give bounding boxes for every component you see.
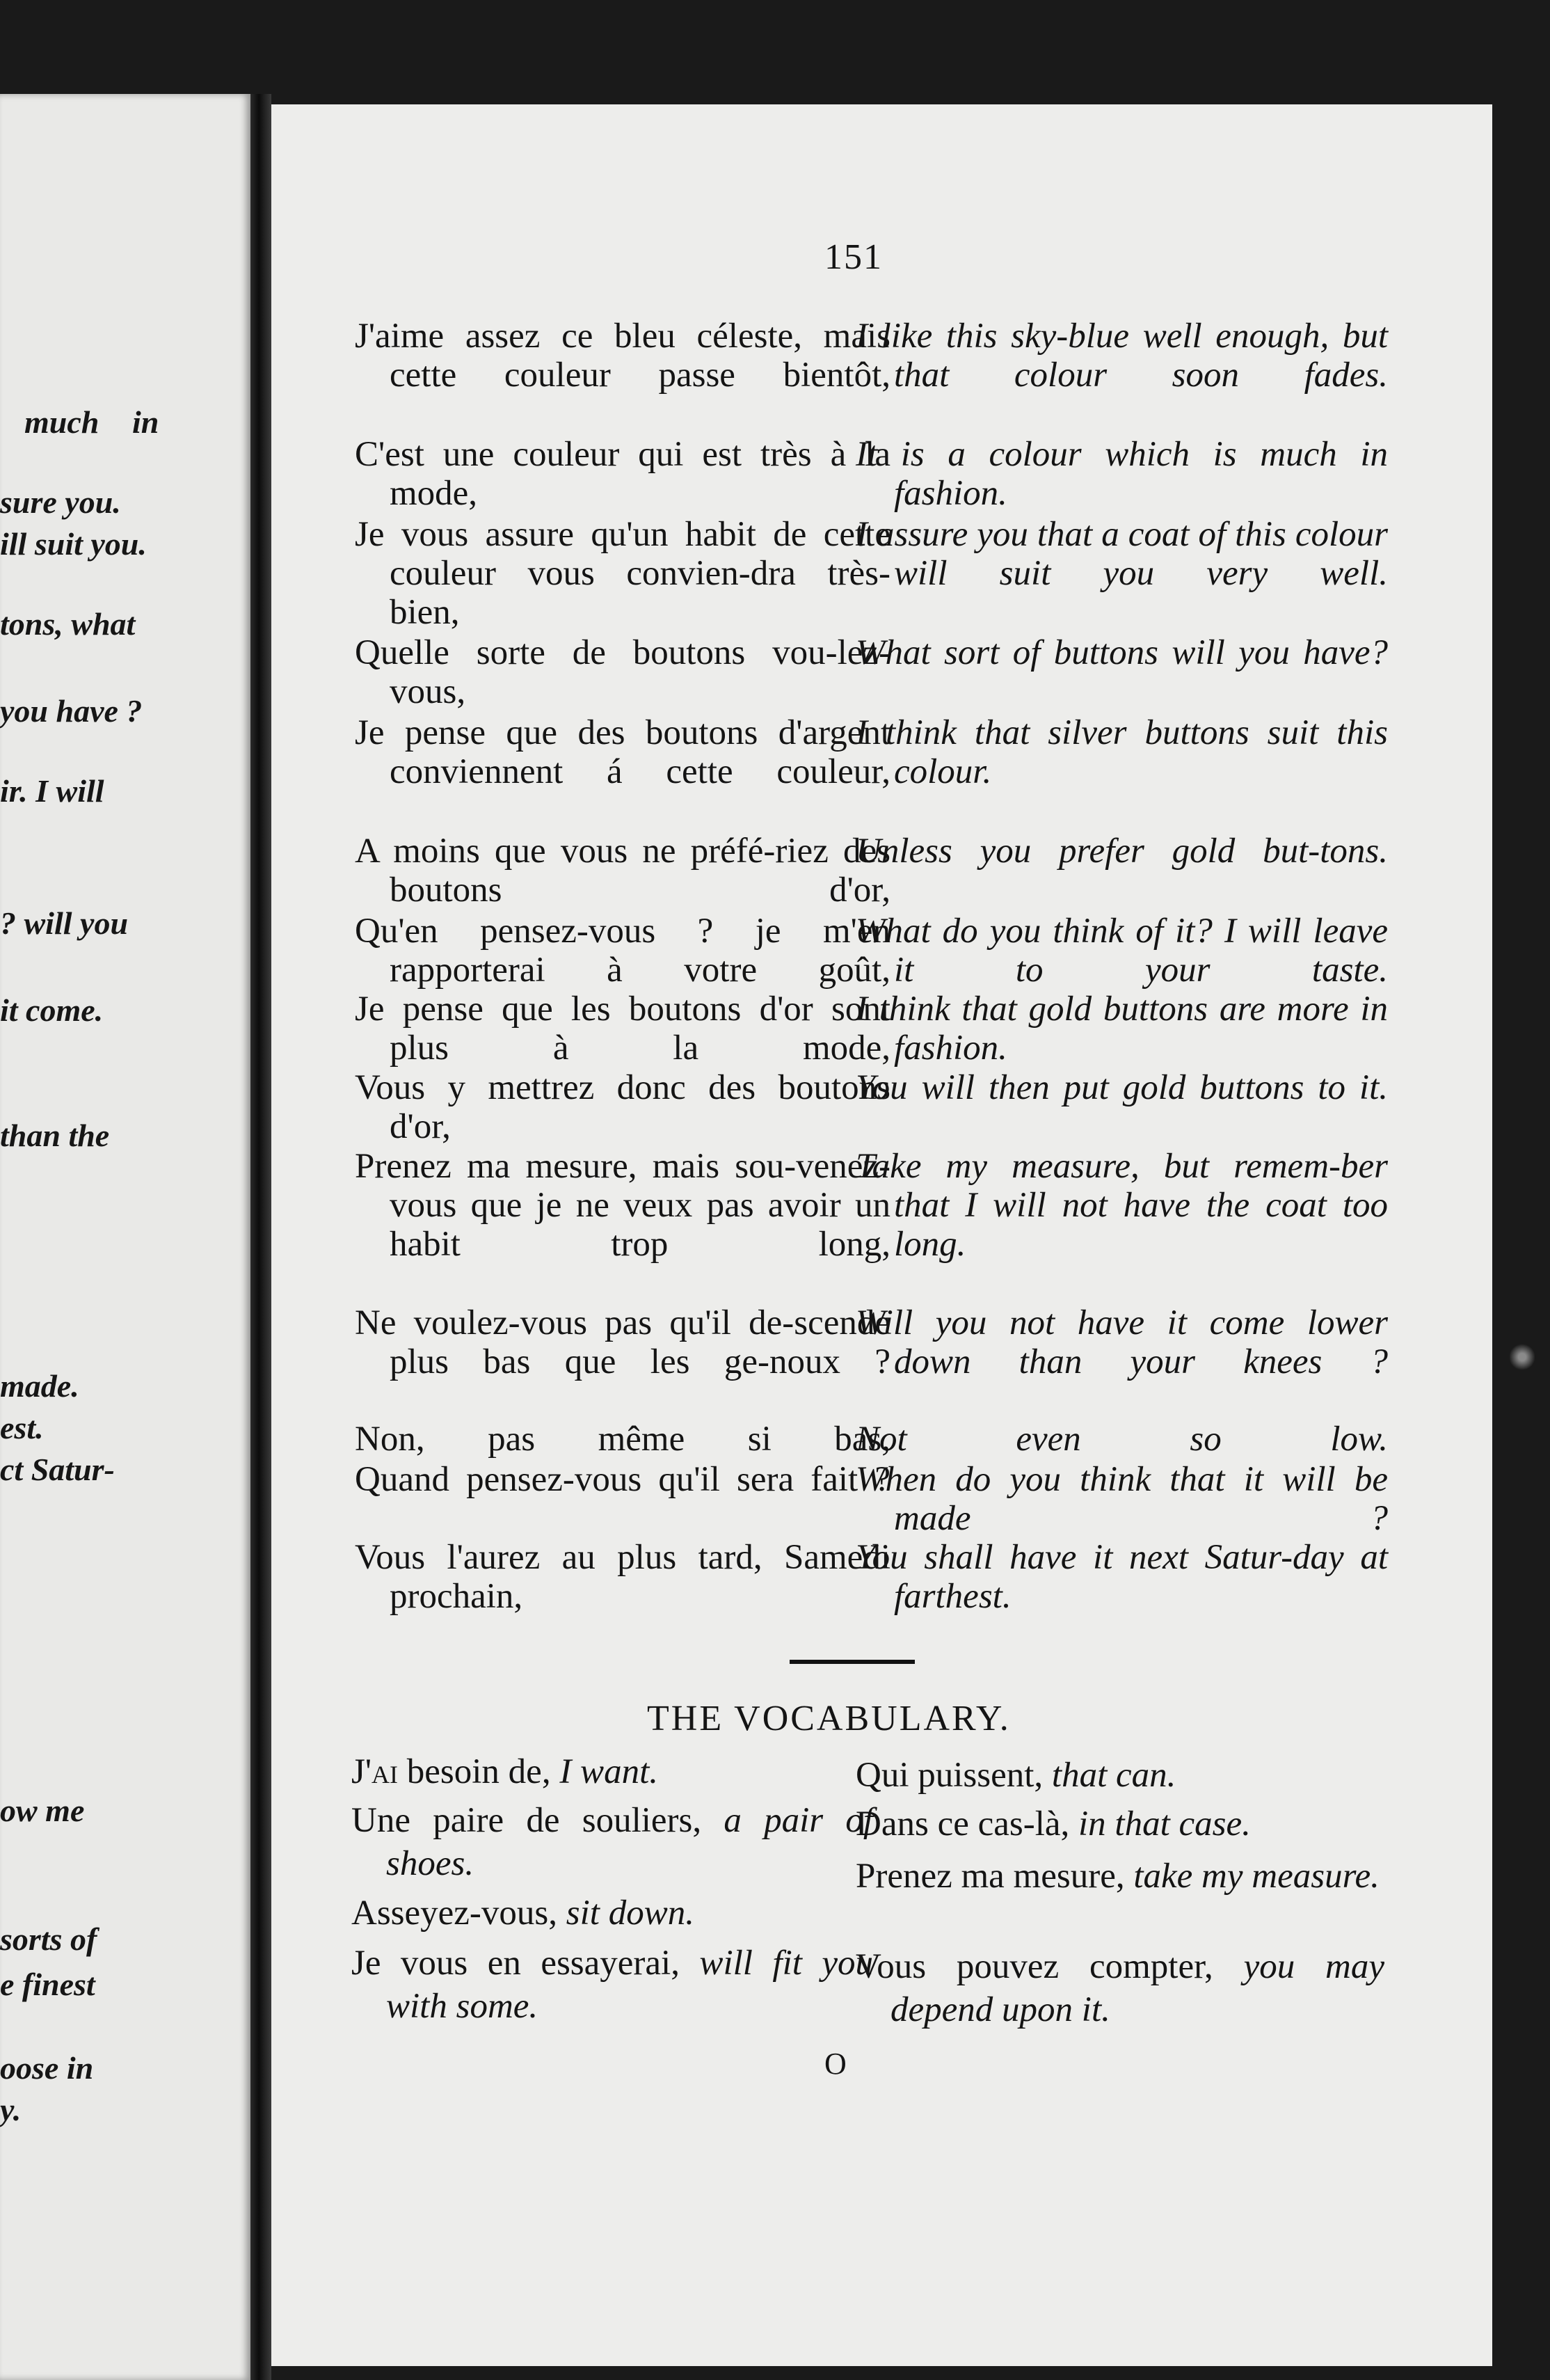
english-text: You will then put gold buttons to it.	[856, 1068, 1388, 1107]
french-text: J'aime assez ce bleu céleste, mais cette couleur passe bientôt,	[355, 317, 890, 395]
vocab-entry	[351, 1891, 873, 1935]
left-fragment: in	[132, 404, 159, 440]
vocab-french: Je vous en essayerai,	[351, 1944, 680, 1983]
english-text: I assure you that a coat of this colour will suit you very well.	[856, 515, 1388, 593]
french-text: Prenez ma mesure, mais sou-venez-vous que je ne veux pas avoir un habit trop long,	[355, 1147, 890, 1264]
section-divider	[790, 1660, 915, 1664]
english-text: You shall have it next Satur-day at farthest.	[856, 1538, 1388, 1616]
vocab-english: you may depend upon it.	[890, 1947, 1384, 2029]
left-fragment: than the	[0, 1118, 110, 1153]
left-fragment: ow me	[0, 1793, 85, 1828]
vocab-english: will fit you with some.	[386, 1944, 873, 2026]
english-text: It is a colour which is much in fashion.	[856, 435, 1388, 513]
vocab-english: in that case.	[1078, 1804, 1251, 1843]
left-fragment: you have ?	[0, 693, 143, 729]
french-text: A moins que vous ne préfé-riez des boutons d'or,	[355, 832, 890, 910]
left-fragment: ill suit you.	[0, 526, 147, 562]
left-fragment: oose in	[0, 2050, 94, 2086]
french-text: Vous l'aurez au plus tard, Samedi prochain,	[355, 1538, 890, 1616]
left-fragment: ct Satur-	[0, 1452, 115, 1487]
vocab-french: besoin de,	[398, 1752, 551, 1791]
english-text: When do you think that it will be made ?	[856, 1460, 1388, 1538]
vocab-entry	[351, 1750, 873, 1793]
english-text: Will you not have it come lower down than your knees ?	[856, 1303, 1388, 1381]
vocab-french: Dans ce cas-là,	[856, 1804, 1070, 1843]
french-text: Ne voulez-vous pas qu'il de-scende plus bas que les ge-noux ?	[355, 1303, 890, 1381]
vocab-english: that can.	[1051, 1756, 1176, 1795]
english-text: Unless you prefer gold but-tons.	[856, 832, 1388, 871]
vocab-french: Vous pouvez compter,	[856, 1947, 1213, 1986]
left-fragment: e finest	[0, 1967, 95, 2002]
left-fragment: est.	[0, 1410, 44, 1445]
left-fragment: y.	[0, 2092, 22, 2127]
french-text: Non, pas même si bas,	[355, 1420, 890, 1459]
page-edge-blemish	[1510, 1343, 1535, 1371]
vocab-entry	[351, 1942, 873, 2028]
vocab-lead-word: J'ai	[351, 1752, 399, 1791]
vocab-entry	[351, 1799, 873, 1885]
english-text: What sort of buttons will you have?	[856, 633, 1388, 672]
french-text: Je vous assure qu'un habit de cette couleur vous convien-dra très-bien,	[355, 515, 890, 632]
left-fragment: much	[24, 404, 99, 440]
vocab-french: Asseyez-vous,	[351, 1894, 558, 1933]
vocab-entry	[856, 1754, 1384, 1797]
vocab-english: I want.	[559, 1752, 658, 1791]
vocab-entry	[856, 1802, 1384, 1846]
vocab-english: a pair of shoes.	[386, 1801, 874, 1883]
french-text: Quelle sorte de boutons vou-lez-vous,	[355, 633, 890, 711]
vocab-french: Qui puissent,	[856, 1756, 1044, 1795]
vocab-entry	[856, 1855, 1384, 1898]
english-text: I like this sky-blue well enough, but that colour soon fades.	[856, 317, 1388, 395]
left-fragment: ir. I will	[0, 773, 104, 809]
signature-mark: O	[824, 2047, 847, 2081]
vocab-entry	[856, 1945, 1384, 2031]
vocab-english: sit down.	[566, 1894, 694, 1933]
english-text: Not even so low.	[856, 1420, 1388, 1459]
left-fragment: ? will you	[0, 905, 129, 941]
english-text: What do you think of it? I will leave it to your taste.	[856, 912, 1388, 990]
vocab-french: Prenez ma mesure,	[856, 1857, 1125, 1896]
left-fragment: tons, what	[0, 606, 136, 642]
french-text: Qu'en pensez-vous ? je m'en rapporterai à votre goût,	[355, 912, 890, 990]
vocab-french: Une paire de souliers,	[351, 1801, 702, 1840]
page-number: 151	[824, 237, 883, 277]
french-text: Je pense que les boutons d'or sont plus à la mode,	[355, 990, 890, 1068]
french-text: Je pense que des boutons d'argent conviennent á cette couleur,	[355, 713, 890, 791]
english-text: I think that silver buttons suit this colour.	[856, 713, 1388, 791]
french-text: C'est une couleur qui est très à la mode,	[355, 435, 890, 513]
left-fragment: it come.	[0, 992, 104, 1028]
french-text: Vous y mettrez donc des boutons d'or,	[355, 1068, 890, 1146]
left-fragment: sorts of	[0, 1921, 97, 1957]
left-facing-page	[0, 94, 250, 2380]
vocab-english: take my measure.	[1133, 1857, 1380, 1896]
english-text: Take my measure, but remem-ber that I will not have the coat too long.	[856, 1147, 1388, 1264]
left-fragment: sure you.	[0, 484, 121, 520]
book-gutter	[250, 94, 271, 2380]
vocabulary-title: THE VOCABULARY.	[647, 1699, 1011, 1738]
left-fragment: made.	[0, 1368, 79, 1404]
french-text: Quand pensez-vous qu'il sera fait ?	[355, 1460, 890, 1499]
english-text: I think that gold buttons are more in fashion.	[856, 990, 1388, 1068]
